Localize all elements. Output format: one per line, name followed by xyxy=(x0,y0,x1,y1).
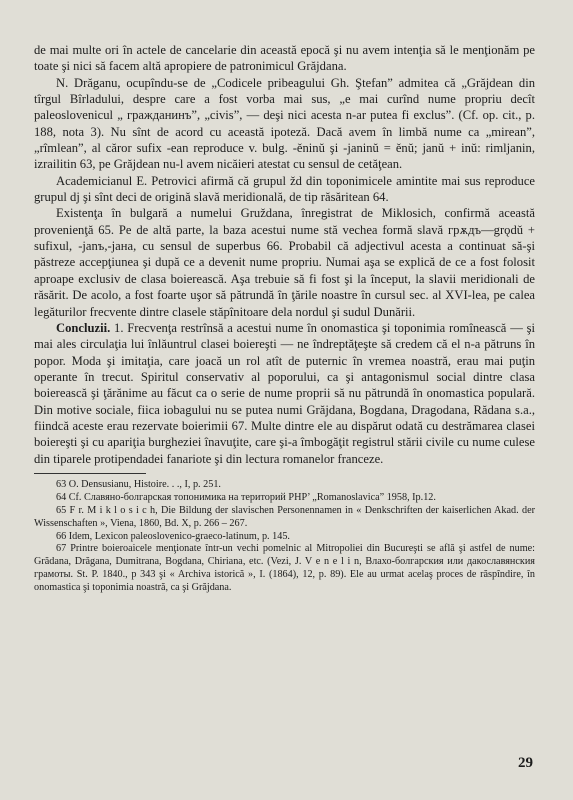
paragraph-1: de mai multe ori în actele de cancelarie din această epocă şi nu avem intenţia să le menţionăm pe toate şi nici să facem altă apropiere de patronimicul Grăjdana. xyxy=(34,43,535,74)
paragraph-5-text: 1. Frecvenţa restrînsă a acestui nume în onomastica şi toponimia romînească — şi mai ales circulaţia lui înlăuntrul clasei boiereşti — ne îndreptăţeşte să credem că el n-a pătruns în popor. Moda şi imitaţia, care joacă un rol atît de puternic în vremea noastră, erau mai puţin operante în trecut. Spiritul conservativ al poporului, ca şi antagonismul social dintre clasa boierească şi ţărănime au făcut ca o serie de nume proprii să nu pătrundă în onomastica populară. Din motive sociale, fiica iobagului nu se putea numi Grăjdana, Bogdana, Dragodana, Rădana s.a., fiindcă aceste erau rezervate boierimii 67. Multe dintre ele au dispărut odată cu destrămarea clasei boiereşti şi cu apariţia burgheziei înavuţite, care şi-a îmbogăţit registrul stării civile cu nume culese din tiparele protipendadei fanariote şi din lectura romanelor franceze. xyxy=(34,320,535,466)
footnote-65: 65 F r. M i k l o s i c h, Die Bildung der slavischen Personennamen in « Denkschriften der kaiserlichen Akad. der Wissenschaften », Viena, 1860, Bd. X, p. 266 – 267. xyxy=(34,504,535,529)
footnote-67: 67 Printre boieroaicele menţionate într-un vechi pomelnic al Mitropoliei din Bucureşti se află şi astfel de nume: Grădana, Drăgana, Dumitrana, Bogdana, Chiriana, etc. (Vezi, J. V e n e l i n, Влахо-болгарския или дакославянския грамоты. St. P. 1840., p 343 şi « Archiva istorică », I. (1864), 12, p. 89). Ele au urmat acelaş proces de răspîndire, în onomastica şi toponimia noastră, ca şi Grăjdana. xyxy=(34,543,535,594)
paragraph-2: N. Drăganu, ocupîndu-se de „Codicele pribeagului Gh. Ştefan” admitea că „Grăjdean din tîrgul Bîrladului, despre care a fost vorba mai sus, „e mai curînd nume propriu decît paleoslovenicul „ граждaнинъ”, „civis”, — deşi nici acesta n-ar putea fi exclus”. (Cf. op. cit., p. 188, nota 3). Nu sînt de acord cu această ipoteză. Dacă avem în limbă nume ca „mirean”, „rîmlean”, al căror sufix -ean reproduce v. bulg. -ěninŭ şi -janinŭ = ěnŭ; janŭ + inŭ: rimljanin, izrailitin 63, pe Grăjdean nu-l avem nicăieri atestat cu sensul de cetăţean. xyxy=(34,75,535,172)
footnotes xyxy=(34,479,535,595)
paragraph-4: Existenţa în bulgară a numelui Gruždana, înregistrat de Miklosich, confirmă această provenienţă 65. Pe de altă parte, la baza acestui nume stă vechea formă slavă грѫдъ—grǫdǔ + sufixul, -janъ,-jaнa, cu sensul de superbus 66. Probabil că adjectivul acesta a continuat să-şi păstreze accepţiunea şi după ce a devenit nume propriu. Numai aşa se explică de ce a fost folosit aproape exclusiv de clasa boierească. Aşa trebuie să fi fost şi la început, la slavii meridionali de răsărit. De acolo, a fost foarte uşor să pătrundă în ţările noastre în cursul sec. al XVI-lea, pe calea legăturilor frecvente dintre clasele stăpînitoare dela nordul şi sudul Dunării. xyxy=(34,206,535,319)
footnote-separator xyxy=(34,473,146,474)
footnote-64: 64 Cf. Славяно-болгарская топонимика на територий PHP’ „Romanoslavica” 1958, Ip.12. xyxy=(56,491,436,503)
footnote-63: 63 O. Densusianu, Histoire. . ., I, p. 251. xyxy=(56,478,221,490)
main-text xyxy=(34,42,535,467)
paragraph-5 xyxy=(34,320,535,467)
page-number: 29 xyxy=(518,755,533,771)
footnote-66: 66 Idem, Lexicon paleoslovenico-graeco-latinum, p. 145. xyxy=(56,530,290,542)
paragraph-3: Academicianul E. Petrovici afirmă că grupul žd din toponimicele amintite mai sus reproduce grupul dj şi sînt deci de origină slavă meridională, de tip răsăritean 64. xyxy=(34,173,535,205)
conclusions-heading: Concluzii. xyxy=(56,320,111,335)
